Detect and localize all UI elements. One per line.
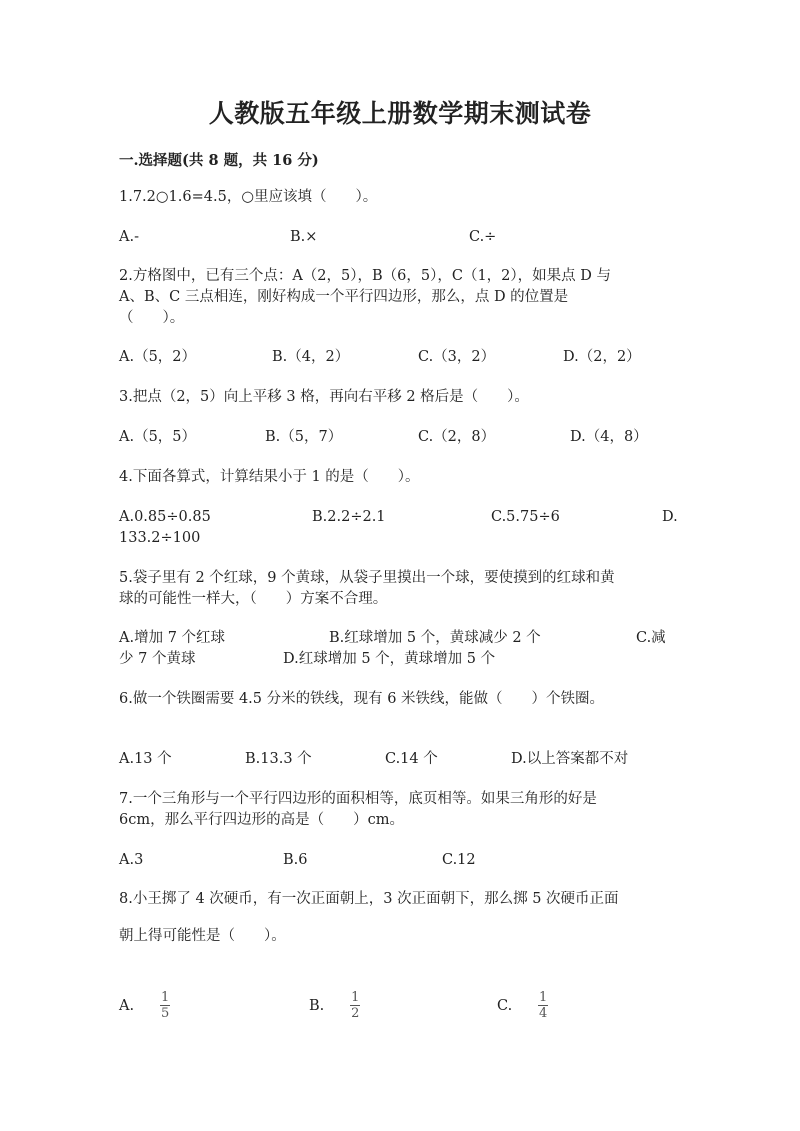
- question-1: 1.7.2○1.6=4.5，○里应该填（ ）。: [119, 189, 378, 205]
- q2-option-d: D.（2，2）: [563, 349, 641, 365]
- q3-option-c: C.（2，8）: [418, 429, 496, 445]
- q5-option-c-cont: 少 7 个黄球: [119, 651, 196, 667]
- page-title: 人教版五年级上册数学期末测试卷: [208, 99, 592, 128]
- q4-option-a: A.0.85÷0.85: [119, 509, 211, 525]
- q5-option-a: A.增加 7 个红球: [119, 630, 226, 646]
- q2-option-a: A.（5，2）: [119, 349, 197, 365]
- q2-option-c: C.（3，2）: [418, 349, 496, 365]
- numerator: 1: [351, 990, 360, 1005]
- q3-option-d: D.（4，8）: [570, 429, 648, 445]
- q1-option-c: C.÷: [469, 229, 497, 245]
- denominator: 4: [539, 1006, 548, 1021]
- fraction: [538, 991, 548, 1020]
- q4-option-d: D.: [662, 509, 678, 525]
- fraction: [350, 991, 360, 1020]
- q6-option-a: A.13 个: [119, 751, 172, 767]
- q2-line-1: 2.方格图中，已有三个点：A（2，5），B（6，5），C（1，2），如果点 D 与: [119, 268, 611, 284]
- q7-option-b: B.6: [283, 852, 308, 868]
- section-title: 一.选择题(共 8 题，共 16 分): [119, 152, 319, 169]
- q4-option-c: C.5.75÷6: [491, 509, 560, 525]
- q7-option-a: A.3: [119, 852, 144, 868]
- q7-option-c: C.12: [442, 852, 476, 868]
- q5-line-1: 5.袋子里有 2 个红球，9 个黄球，从袋子里摸出一个球，要使摸到的红球和黄: [119, 570, 615, 586]
- q1-option-b: B.×: [290, 229, 318, 245]
- q4-option-b: B.2.2÷2.1: [312, 509, 386, 525]
- question-7: [119, 789, 679, 831]
- q5-line-2: 球的可能性一样大，（ ）方案不合理。: [119, 591, 388, 607]
- question-8: 8.小王掷了 4 次硬币，有一次正面朝上，3 次正面朝下，那么掷 5 次硬币正面: [119, 891, 619, 907]
- q3-option-b: B.（5，7）: [265, 429, 343, 445]
- q8-option-b-label: B.: [309, 997, 325, 1014]
- q2-line-2: A、B、C 三点相连，刚好构成一个平行四边形，那么，点 D 的位置是: [119, 289, 569, 305]
- q5-option-b: B.红球增加 5 个，黄球减少 2 个: [329, 630, 541, 646]
- denominator: 2: [351, 1006, 360, 1021]
- question-4: 4.下面各算式，计算结果小于 1 的是（ ）。: [119, 469, 420, 485]
- numerator: 1: [160, 990, 170, 1005]
- q2-line-3: （ ）。: [119, 310, 185, 326]
- q8-option-a-label: A.: [119, 997, 135, 1014]
- q6-option-b: B.13.3 个: [245, 751, 312, 767]
- q8-option-a: [119, 991, 170, 1020]
- q3-option-a: A.（5，5）: [119, 429, 197, 445]
- q7-line-1: 7.一个三角形与一个平行四边形的面积相等，底页相等。如果三角形的好是: [119, 791, 597, 807]
- question-3: 3.把点（2，5）向上平移 3 格，再向右平移 2 格后是（ ）。: [119, 389, 529, 405]
- q4-option-d-value: 133.2÷100: [119, 530, 201, 546]
- denominator: 5: [160, 1006, 170, 1021]
- q2-option-b: B.（4，2）: [272, 349, 350, 365]
- question-2: [119, 266, 679, 329]
- fraction: [160, 991, 170, 1020]
- q5-option-d: D.红球增加 5 个，黄球增加 5 个: [283, 651, 496, 667]
- q8-option-b: [309, 991, 360, 1020]
- q8-option-c-label: C.: [497, 997, 513, 1014]
- q6-option-c: C.14 个: [385, 751, 438, 767]
- question-6: 6.做一个铁圈需要 4.5 分米的铁线，现有 6 米铁线，能做（ ）个铁圈。: [119, 691, 605, 707]
- question-8-cont: 朝上得可能性是（ ）。: [119, 928, 286, 944]
- numerator: 1: [539, 990, 548, 1005]
- q6-option-d: D.以上答案都不对: [511, 751, 629, 767]
- q5-option-c: C.减: [636, 630, 666, 646]
- q8-option-c: [497, 991, 548, 1020]
- question-5: [119, 568, 679, 610]
- q7-line-2: 6cm，那么平行四边形的高是（ ）cm。: [119, 812, 404, 828]
- q1-option-a: A.-: [119, 229, 139, 245]
